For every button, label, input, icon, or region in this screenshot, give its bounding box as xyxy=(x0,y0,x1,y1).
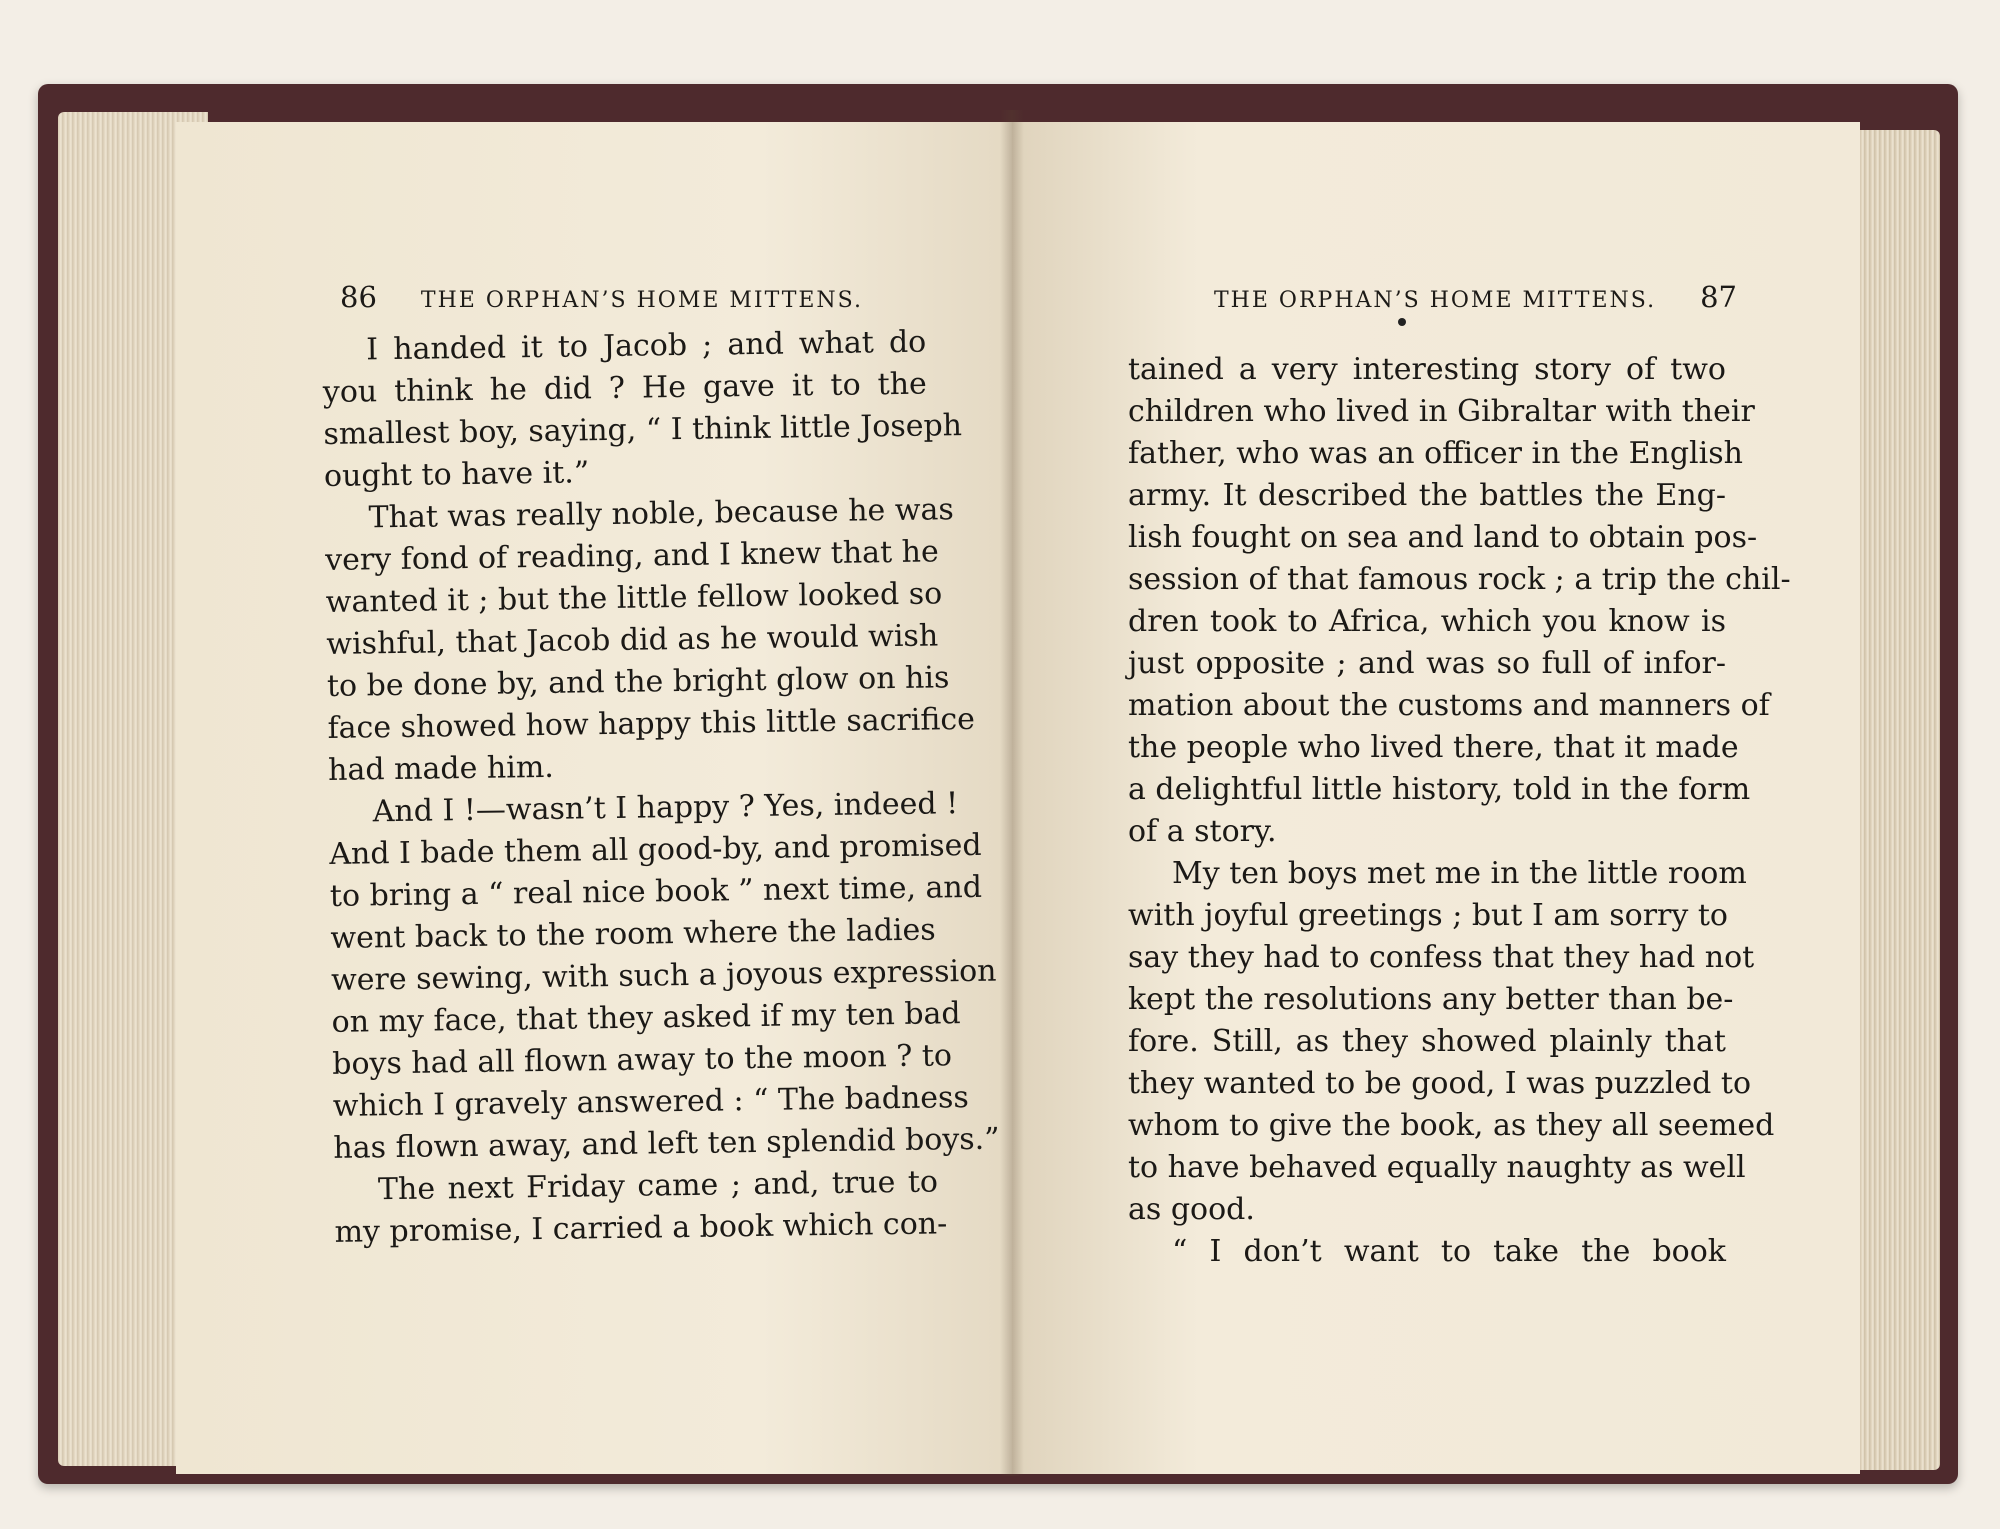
left_page-line: to bring a “ real nice book ” next time, and xyxy=(329,869,983,914)
right_page-line: to have behaved equally naughty as well xyxy=(1128,1150,1746,1185)
left_page-line: had made him. xyxy=(327,749,555,788)
right_page-line: a delightful little history, told in the form xyxy=(1128,772,1751,807)
left_page-line: wanted it ; but the little fellow looked so xyxy=(325,576,943,620)
right_page-line: session of that famous rock ; a trip the chil- xyxy=(1128,562,1791,597)
right_page-line: army. It described the battles the Eng- xyxy=(1128,478,1726,513)
right_page-line: father, who was an officer in the English xyxy=(1128,436,1743,471)
right-page-header xyxy=(1214,280,1737,320)
right_page-line: fore. Still, as they showed plainly that xyxy=(1128,1024,1726,1059)
left_page-line: to be done by, and the bright glow on his xyxy=(326,660,950,704)
left-running-title: THE ORPHAN’S HOME MITTENS. xyxy=(420,288,863,313)
right_page-line: of a story. xyxy=(1128,814,1277,849)
right_page-line: say they had to confess that they had not xyxy=(1128,940,1755,975)
right_page-line: the people who lived there, that it made xyxy=(1128,730,1739,765)
left_page-line: And I bade them all good-by, and promised xyxy=(329,827,982,872)
right_page-line: dren took to Africa, which you know is xyxy=(1128,604,1726,639)
left_page-line: That was really noble, because he was xyxy=(368,492,955,536)
right_page-line: with joyful greetings ; but I am sorry to xyxy=(1128,898,1728,933)
left_page-line: boys had all flown away to the moon ? to xyxy=(332,1038,953,1082)
right-page-number: 87 xyxy=(1700,280,1737,314)
right_page-line: tained a very interesting story of two xyxy=(1128,352,1726,387)
left_page-line: you think he did ? He gave it to the xyxy=(322,366,928,410)
right_page-line: they wanted to be good, I was puzzled to xyxy=(1128,1066,1752,1101)
right_page-line: whom to give the book, as they all seemed xyxy=(1128,1108,1775,1143)
left_page-line: on my face, that they asked if my ten bad xyxy=(331,996,961,1040)
left_page-line: which I gravely answered : “ The badness xyxy=(332,1080,970,1124)
right_page-line: kept the resolutions any better than be- xyxy=(1128,982,1734,1017)
left_page-line: smallest boy, saying, “ I think little Joseph xyxy=(323,408,963,452)
left_page-line: wishful, that Jacob did as he would wish xyxy=(326,618,939,662)
right_page-line: lish fought on sea and land to obtain pos- xyxy=(1128,520,1758,555)
left-page-header xyxy=(340,280,863,320)
left_page-line: ought to have it.” xyxy=(323,455,590,494)
left_page-line: I handed it to Jacob ; and what do xyxy=(366,324,927,368)
left_page-line: very fond of reading, and I knew that he xyxy=(324,534,939,578)
left_page-line: face showed how happy this little sacrifice xyxy=(327,701,976,746)
right-page-body xyxy=(1128,349,1791,1273)
left_page-line: And I !—wasn’t I happy ? Yes, indeed ! xyxy=(372,786,959,830)
right_page-line: “ I don’t want to take the book xyxy=(1172,1234,1726,1269)
right_page-line: children who lived in Gibraltar with their xyxy=(1128,394,1755,429)
left_page-line: were sewing, with such a joyous expression xyxy=(330,953,997,998)
right-running-title: THE ORPHAN’S HOME MITTENS. xyxy=(1214,288,1657,313)
right_page-line: mation about the customs and manners of xyxy=(1128,688,1770,723)
left_page-line: went back to the room where the ladies xyxy=(330,912,936,956)
left_page-line: has flown away, and left ten splendid boys.” xyxy=(333,1121,1000,1166)
left_page-line: my promise, I carried a book which con- xyxy=(334,1206,948,1250)
left_page-line: The next Friday came ; and, true to xyxy=(377,1164,939,1208)
book-spine-gutter xyxy=(1000,110,1024,1476)
ink-speck xyxy=(1398,318,1406,326)
right_page-line: My ten boys met me in the little room xyxy=(1172,856,1747,891)
left-page-body xyxy=(322,322,1000,1254)
right_page-line: as good. xyxy=(1128,1192,1255,1227)
right_page-line: just opposite ; and was so full of infor- xyxy=(1128,646,1726,681)
left-page-number: 86 xyxy=(340,280,377,314)
